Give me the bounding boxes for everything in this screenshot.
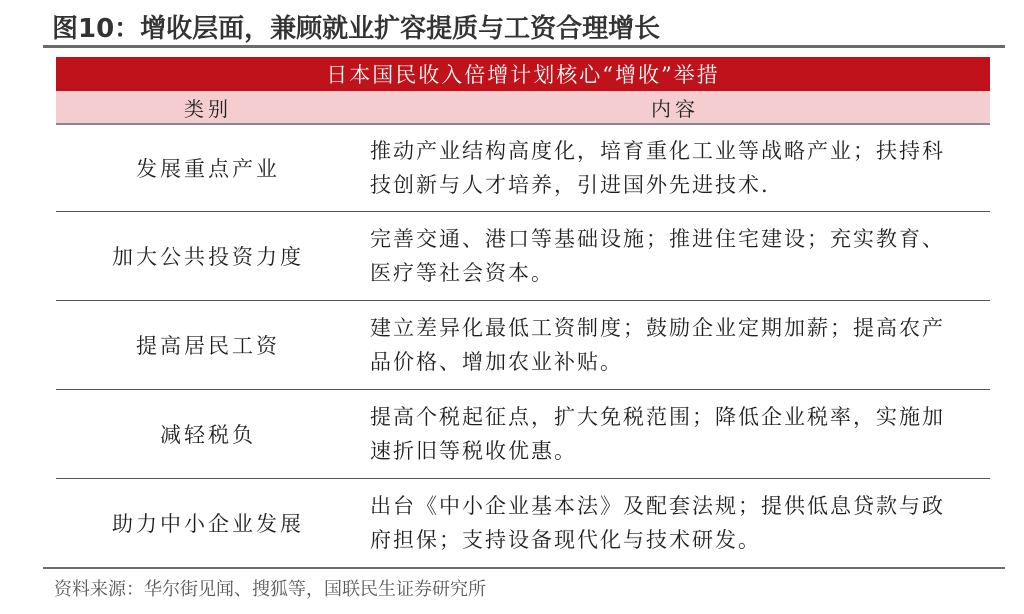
row-content: 提高个税起征点，扩大免税范围；降低企业税率，实施加速折旧等税收优惠。 xyxy=(370,405,945,463)
table-row xyxy=(56,390,990,479)
table-row xyxy=(56,479,990,567)
row-content: 推动产业结构高度化，培育重化工业等战略产业；扶持科技创新与人才培养，引进国外先进技术. xyxy=(370,139,945,197)
top-divider xyxy=(43,45,1005,48)
row-category: 加大公共投资力度 xyxy=(112,245,304,269)
table-row xyxy=(56,301,990,390)
row-content: 建立差异化最低工资制度；鼓励企业定期加薪；提高农产品价格、增加农业补贴。 xyxy=(370,316,945,374)
header-content: 内容 xyxy=(651,96,699,121)
figure-title: 图10：增收层面，兼顾就业扩容提质与工资合理增长 xyxy=(52,14,661,44)
table-row xyxy=(56,212,990,301)
table-row xyxy=(56,125,990,212)
measures-table xyxy=(56,57,990,567)
header-category: 类别 xyxy=(184,96,232,121)
row-content: 出台《中小企业基本法》及配套法规；提供低息贷款与政府担保；支持设备现代化与技术研发。 xyxy=(370,494,945,552)
bottom-divider xyxy=(43,567,1005,569)
source-note: 资料来源：华尔街见闻、搜狐等，国联民生证券研究所 xyxy=(54,579,486,600)
row-category: 助力中小企业发展 xyxy=(112,512,304,536)
row-category: 减轻税负 xyxy=(160,423,256,447)
table-header-row xyxy=(56,91,990,125)
table-banner: 日本国民收入倍增计划核心“增收”举措 xyxy=(56,57,990,91)
row-content: 完善交通、港口等基础设施；推进住宅建设；充实教育、医疗等社会资本。 xyxy=(370,227,945,285)
row-category: 提高居民工资 xyxy=(136,334,280,358)
row-category: 发展重点产业 xyxy=(136,157,280,181)
